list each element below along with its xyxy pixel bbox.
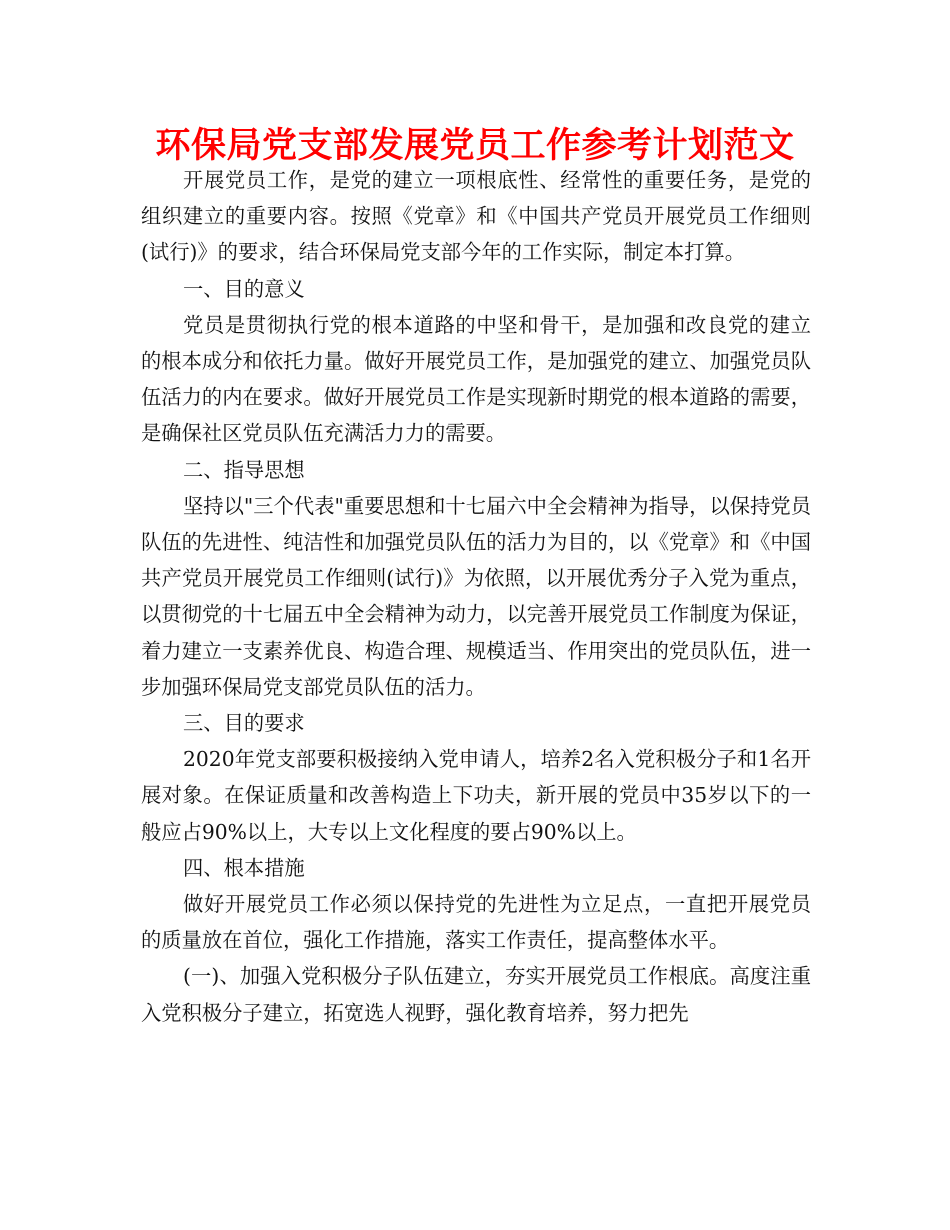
section-heading-measures: 四、根本措施: [183, 855, 305, 880]
section-heading-requirements: 三、目的要求: [183, 711, 305, 736]
paragraph-intro: 开展党员工作，是党的建立一项根底性、经常性的重要任务，是党的组织建立的重要内容。按照《党章》和《中国共产党员开展党员工作细则(试行)》的要求，结合环保局党支部今年的工作实际，制定本打算。: [141, 168, 811, 265]
document-title: 环保局党支部发展党员工作参考计划范文: [155, 126, 795, 166]
paragraph-requirements: 2020年党支部要积极接纳入党申请人，培养2名入党积极分子和1名开展对象。在保证质量和改善构造上下功夫，新开展的党员中35岁以下的一般应占90%以上，大专以上文化程度的要占90%以上。: [141, 747, 811, 844]
paragraph-measures: 做好开展党员工作必须以保持党的先进性为立足点，一直把开展党员的质量放在首位，强化工作措施，落实工作责任，提高整体水平。: [141, 892, 811, 953]
section-heading-guiding-thought: 二、指导思想: [183, 457, 305, 482]
paragraph-purpose: 党员是贯彻执行党的根本道路的中坚和骨干，是加强和改良党的建立的根本成分和依托力量。做好开展党员工作，是加强党的建立、加强党员队伍活力的内在要求。做好开展党员工作是实现新时期党的根本道路的需要，是确保社区党员队伍充满活力力的需要。: [141, 312, 811, 446]
document-body: [141, 162, 811, 1031]
paragraph-measure-1: (一)、加强入党积极分子队伍建立，夯实开展党员工作根底。高度注重入党积极分子建立，拓宽选人视野，强化教育培养，努力把先: [141, 964, 811, 1025]
section-heading-purpose: 一、目的意义: [183, 276, 305, 301]
paragraph-guiding-thought: 坚持以"三个代表"重要思想和十七届六中全会精神为指导，以保持党员队伍的先进性、纯洁性和加强党员队伍的活力为目的，以《党章》和《中国共产党员开展党员工作细则(试行)》为依照，以开展优秀分子入党为重点，以贯彻党的十七届五中全会精神为动力，以完善开展党员工作制度为保证，着力建立一支素养优良、构造合理、规模适当、作用突出的党员队伍，进一步加强环保局党支部党员队伍的活力。: [141, 493, 811, 699]
